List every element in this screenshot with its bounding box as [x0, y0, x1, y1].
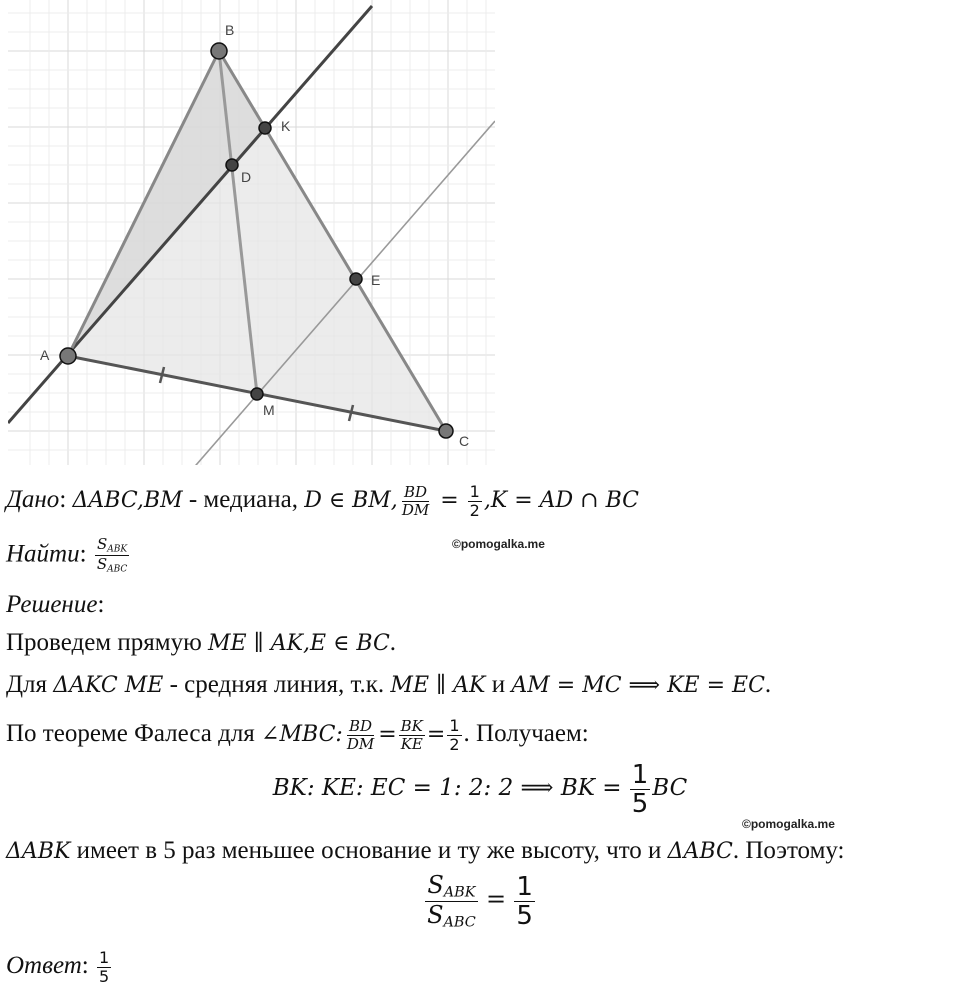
label-b: B	[225, 22, 235, 38]
point-k	[259, 122, 271, 134]
label-e: E	[371, 272, 381, 288]
label-m: M	[263, 402, 275, 418]
geometry-figure	[0, 0, 500, 470]
label-c: C	[459, 433, 470, 449]
label-a: A	[40, 347, 50, 363]
point-d	[226, 159, 238, 171]
watermark-2: ©pomogalka.me	[742, 817, 835, 831]
find-label: Найти	[6, 540, 80, 568]
solution-line-3: По теореме Фалеса для ∠MBC: $\frac{BD}{DM}$ = $\frac{BK}{KE}$ = $\frac{1}{2}$ . Получаем:	[6, 716, 589, 754]
fraction-one-half: $\frac{1}{2}$	[469, 482, 480, 520]
label-d: D	[241, 169, 252, 185]
point-e	[350, 273, 362, 285]
solution-line-1: Проведем прямую ME ∥ AK,E ∈ BC.	[6, 629, 397, 656]
fraction-bd-dm: $\frac{BD}{DM}$	[401, 483, 430, 519]
point-b	[211, 43, 227, 59]
solution-line-5: ΔABK имеет в 5 раз меньшее основание и ту же высоту, что и ΔABC. Поэтому:	[6, 837, 845, 864]
solution-line-2: Для ΔAKC ME - средняя линия, т.к. ME ∥ AK и AM = MC ⟹ KE = EC.	[6, 671, 772, 698]
solution-label-line: Решение:	[6, 591, 105, 618]
label-k: K	[281, 118, 291, 134]
given-label: Дано	[6, 486, 60, 514]
area-ratio-result: $\frac{S_{ABK}}{S_{ABC}}$ = $\frac{1}{5}$	[427, 871, 533, 931]
fraction-area-ratio: $\frac{S_{ABK}}{S_{ABC}}$	[96, 535, 128, 575]
answer-line: Ответ: $\frac{1}{5}$	[6, 948, 110, 986]
given-triangle: ΔABC,BM	[72, 488, 183, 514]
watermark: ©pomogalka.me	[452, 537, 545, 551]
point-a	[60, 348, 76, 364]
given-line: Дано: ΔABC,BM - медиана, D ∈ BM, $\frac{BD}{DM}$ = $\frac{1}{2}$ ,K = AD ∩ BC	[6, 482, 640, 520]
point-m	[251, 388, 263, 400]
answer-fraction: $\frac{1}{5}$	[98, 948, 110, 986]
point-c	[439, 424, 453, 438]
find-line: Найти: $\frac{S_{ABK}}{S_{ABC}}$	[6, 535, 128, 575]
answer-label: Ответ	[6, 952, 82, 980]
solution-label: Решение	[6, 591, 98, 618]
ratio-equation: BK: KE: EC = 1: 2: 2 ⟹ BK = $\frac{1}{5}$ BC	[272, 760, 688, 819]
